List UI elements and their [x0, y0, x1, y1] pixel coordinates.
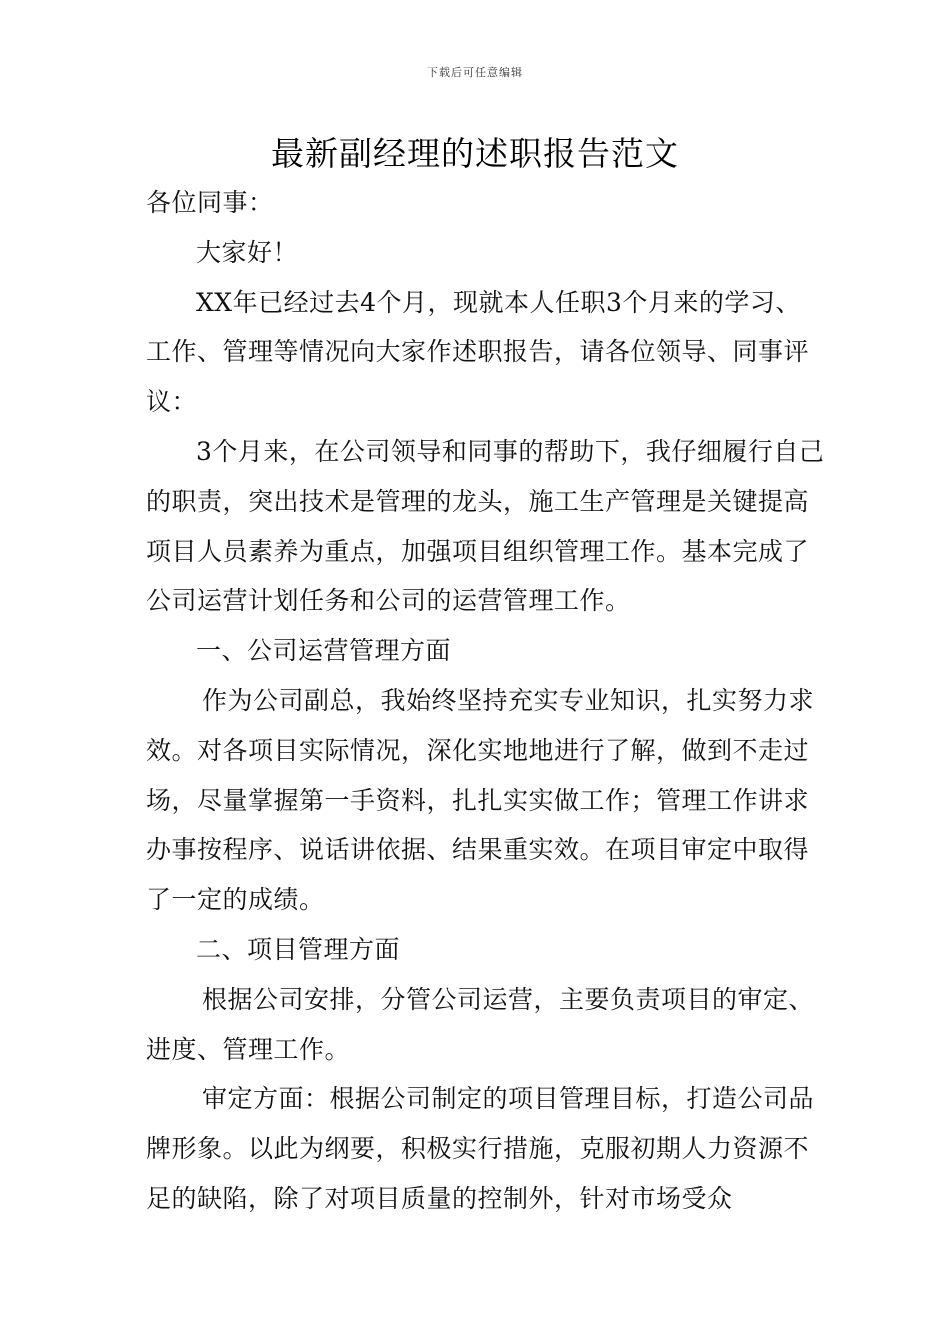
intro-paragraph: XX年已经过去4个月，现就本人任职3个月来的学习、工作、管理等情况向大家作述职报告，请各位领导、同事评议：	[146, 287, 810, 417]
section-heading-operations: 一、公司运营管理方面	[196, 636, 452, 666]
document-title: 最新副经理的述职报告范文	[271, 134, 679, 173]
review-paragraph: 审定方面：根据公司制定的项目管理目标，打造公司品牌形象。以此为纲要，积极实行措施，克服初期人力资源不足的缺陷，除了对项目质量的控制外，针对市场受众	[146, 1084, 815, 1213]
operations-paragraph: 作为公司副总，我始终坚持充实专业知识，扎实努力求效。对各项目实际情况，深化实地地进行了解，做到不走过场，尽量掌握第一手资料，扎扎实实做工作；管理工作讲求办事按程序、说话讲依据、结果重实效。在项目审定中取得了一定的成绩。	[146, 685, 815, 915]
greeting: 大家好！	[196, 237, 299, 267]
salutation: 各位同事：	[146, 188, 274, 217]
projects-paragraph: 根据公司安排，分管公司运营，主要负责项目的审定、进度、管理工作。	[146, 984, 815, 1064]
section-heading-projects: 二、项目管理方面	[196, 934, 401, 964]
summary-paragraph: 3个月来，在公司领导和同事的帮助下，我仔细履行自己的职责，突出技术是管理的龙头，施工生产管理是关键提高项目人员素养为重点，加强项目组织管理工作。基本完成了公司运营计划任务和公司的运营管理工作。	[146, 436, 825, 616]
document-body	[146, 178, 826, 1224]
header-note: 下载后可任意编辑	[427, 66, 523, 79]
